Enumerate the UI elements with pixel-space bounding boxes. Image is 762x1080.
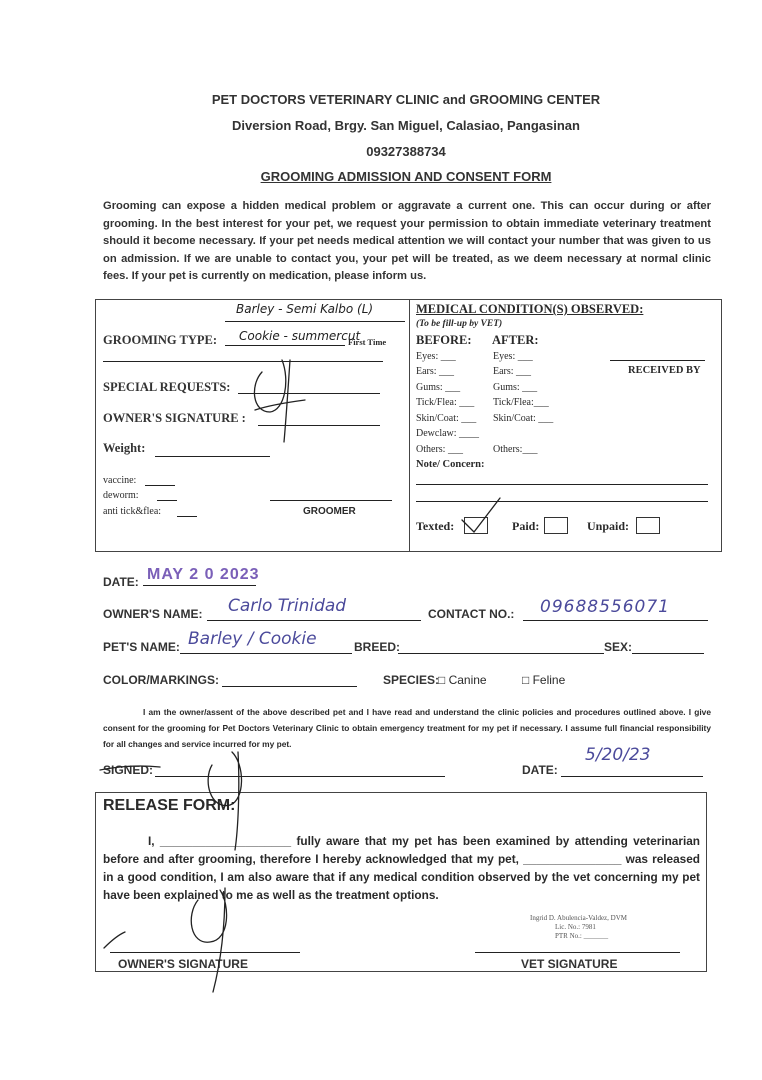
form-title: GROOMING ADMISSION AND CONSENT FORM: [260, 169, 552, 184]
species-label: SPECIES:: [383, 673, 440, 687]
special-requests-label: SPECIAL REQUESTS:: [103, 380, 231, 394]
texted-checkmark: [462, 498, 500, 532]
after-label: AFTER:: [492, 333, 539, 347]
after-item: Tick/Flea:___: [493, 397, 549, 408]
first-time-label: First Time: [348, 337, 387, 347]
color-label: COLOR/MARKINGS:: [103, 673, 219, 687]
before-item: Ears: ___: [416, 366, 455, 377]
after-item: Ears: ___: [493, 366, 532, 377]
breed-label: BREED:: [354, 640, 401, 654]
vet-stamp: Ingrid D. Abulencia-Valdez, DVM Lic. No.: 7981 PTR No.: _______: [530, 914, 628, 940]
vaccine-label: vaccine:: [103, 475, 137, 486]
owner-signature-label: OWNER'S SIGNATURE :: [103, 411, 246, 425]
pet-name-label: PET'S NAME:: [103, 640, 180, 654]
clinic-name: PET DOCTORS VETERINARY CLINIC and GROOMING CENTER: [211, 92, 601, 107]
groomer-label: GROOMER: [303, 506, 356, 517]
date2-label: DATE:: [522, 763, 558, 777]
contact-value: 09688556071: [540, 597, 670, 617]
date-stamp: MAY 2 0 2023: [147, 566, 260, 583]
intro-paragraph: Grooming can expose a hidden medical problem or aggravate a current one. This can occur during or after grooming. In the best interest for your pet, we request your permission to obtain immediate veterinary treatment should it become necessary. If your pet needs medical attention we will contact your number that was given to us on admission. If we are unable to contact you, your pet will be treated, as we deem necessary at normal clinic fees. If your pet is currently on medication, please inform us.: [103, 200, 711, 282]
before-item: Others: ___: [416, 444, 463, 455]
owner-name-value: Carlo Trinidad: [228, 596, 347, 616]
before-item: Skin/Coat: ___: [416, 413, 477, 424]
clinic-phone: 09327388734: [366, 144, 446, 159]
unpaid-label: Unpaid:: [587, 519, 630, 533]
contact-label: CONTACT NO.:: [428, 607, 515, 621]
owner-signature-stroke: [254, 360, 305, 442]
received-by-label: RECEIVED BY: [628, 365, 701, 376]
before-label: BEFORE:: [416, 333, 472, 347]
deworm-label: deworm:: [103, 490, 139, 501]
antitick-label: anti tick&flea:: [103, 506, 162, 517]
owner-name-label: OWNER'S NAME:: [103, 607, 203, 621]
texted-label: Texted:: [416, 519, 455, 533]
consent-text: I am the owner/assent of the above described pet and I have read and understand the clinic policies and procedures outlined above. I give consent for the grooming for Pet Doctors Veterinary Clinic to obtain emergency treatment for my pet if necessary. I assume full financial responsibility for all changes and service incurred for my pet.: [103, 707, 711, 749]
grooming-type-line2: Cookie - summercut: [239, 329, 361, 343]
after-item: Gums: ___: [493, 382, 538, 393]
date-label: DATE:: [103, 575, 139, 589]
after-item: Others:___: [493, 444, 538, 455]
grooming-type-line1: Barley - Semi Kalbo (L): [236, 302, 374, 316]
release-owner-signature-label: OWNER'S SIGNATURE: [118, 957, 248, 971]
sex-label: SEX:: [604, 640, 633, 654]
grooming-type-label: GROOMING TYPE:: [103, 333, 218, 347]
feline-option[interactable]: □ Feline: [522, 673, 566, 687]
signed-signature-stroke: [100, 752, 242, 850]
paid-label: Paid:: [512, 519, 540, 533]
before-item: Dewclaw: ____: [416, 428, 480, 439]
before-item: Gums: ___: [416, 382, 461, 393]
release-signature-stroke: [104, 888, 227, 992]
after-item: Skin/Coat: ___: [493, 413, 554, 424]
before-item: Tick/Flea: ___: [416, 397, 475, 408]
before-item: Eyes: ___: [416, 351, 456, 362]
medical-title: MEDICAL CONDITION(S) OBSERVED:: [416, 302, 644, 316]
canine-option[interactable]: □ Canine: [438, 673, 487, 687]
clinic-address: Diversion Road, Brgy. San Miguel, Calasiao, Pangasinan: [232, 118, 580, 133]
release-title: RELEASE FORM:: [103, 797, 236, 814]
weight-label: Weight:: [103, 441, 146, 455]
signed-label: SIGNED:: [103, 763, 154, 777]
after-item: Eyes: ___: [493, 351, 533, 362]
release-text: I, ____________________ fully aware that my pet has been examined by attending veterinarian before and after grooming, therefore I hereby acknowledged that my pet, _______________ was released in a good condition, I am also aware that if any medical condition observed by the vet concerning my pet have been explained to me as well as the treatment options.: [103, 834, 700, 902]
pet-name-value: Barley / Cookie: [188, 629, 317, 649]
medical-subtitle: (To be fill-up by VET): [416, 319, 503, 329]
date2-value: 5/20/23: [585, 745, 651, 765]
vet-signature-label: VET SIGNATURE: [521, 957, 618, 971]
note-label: Note/ Concern:: [416, 459, 485, 470]
